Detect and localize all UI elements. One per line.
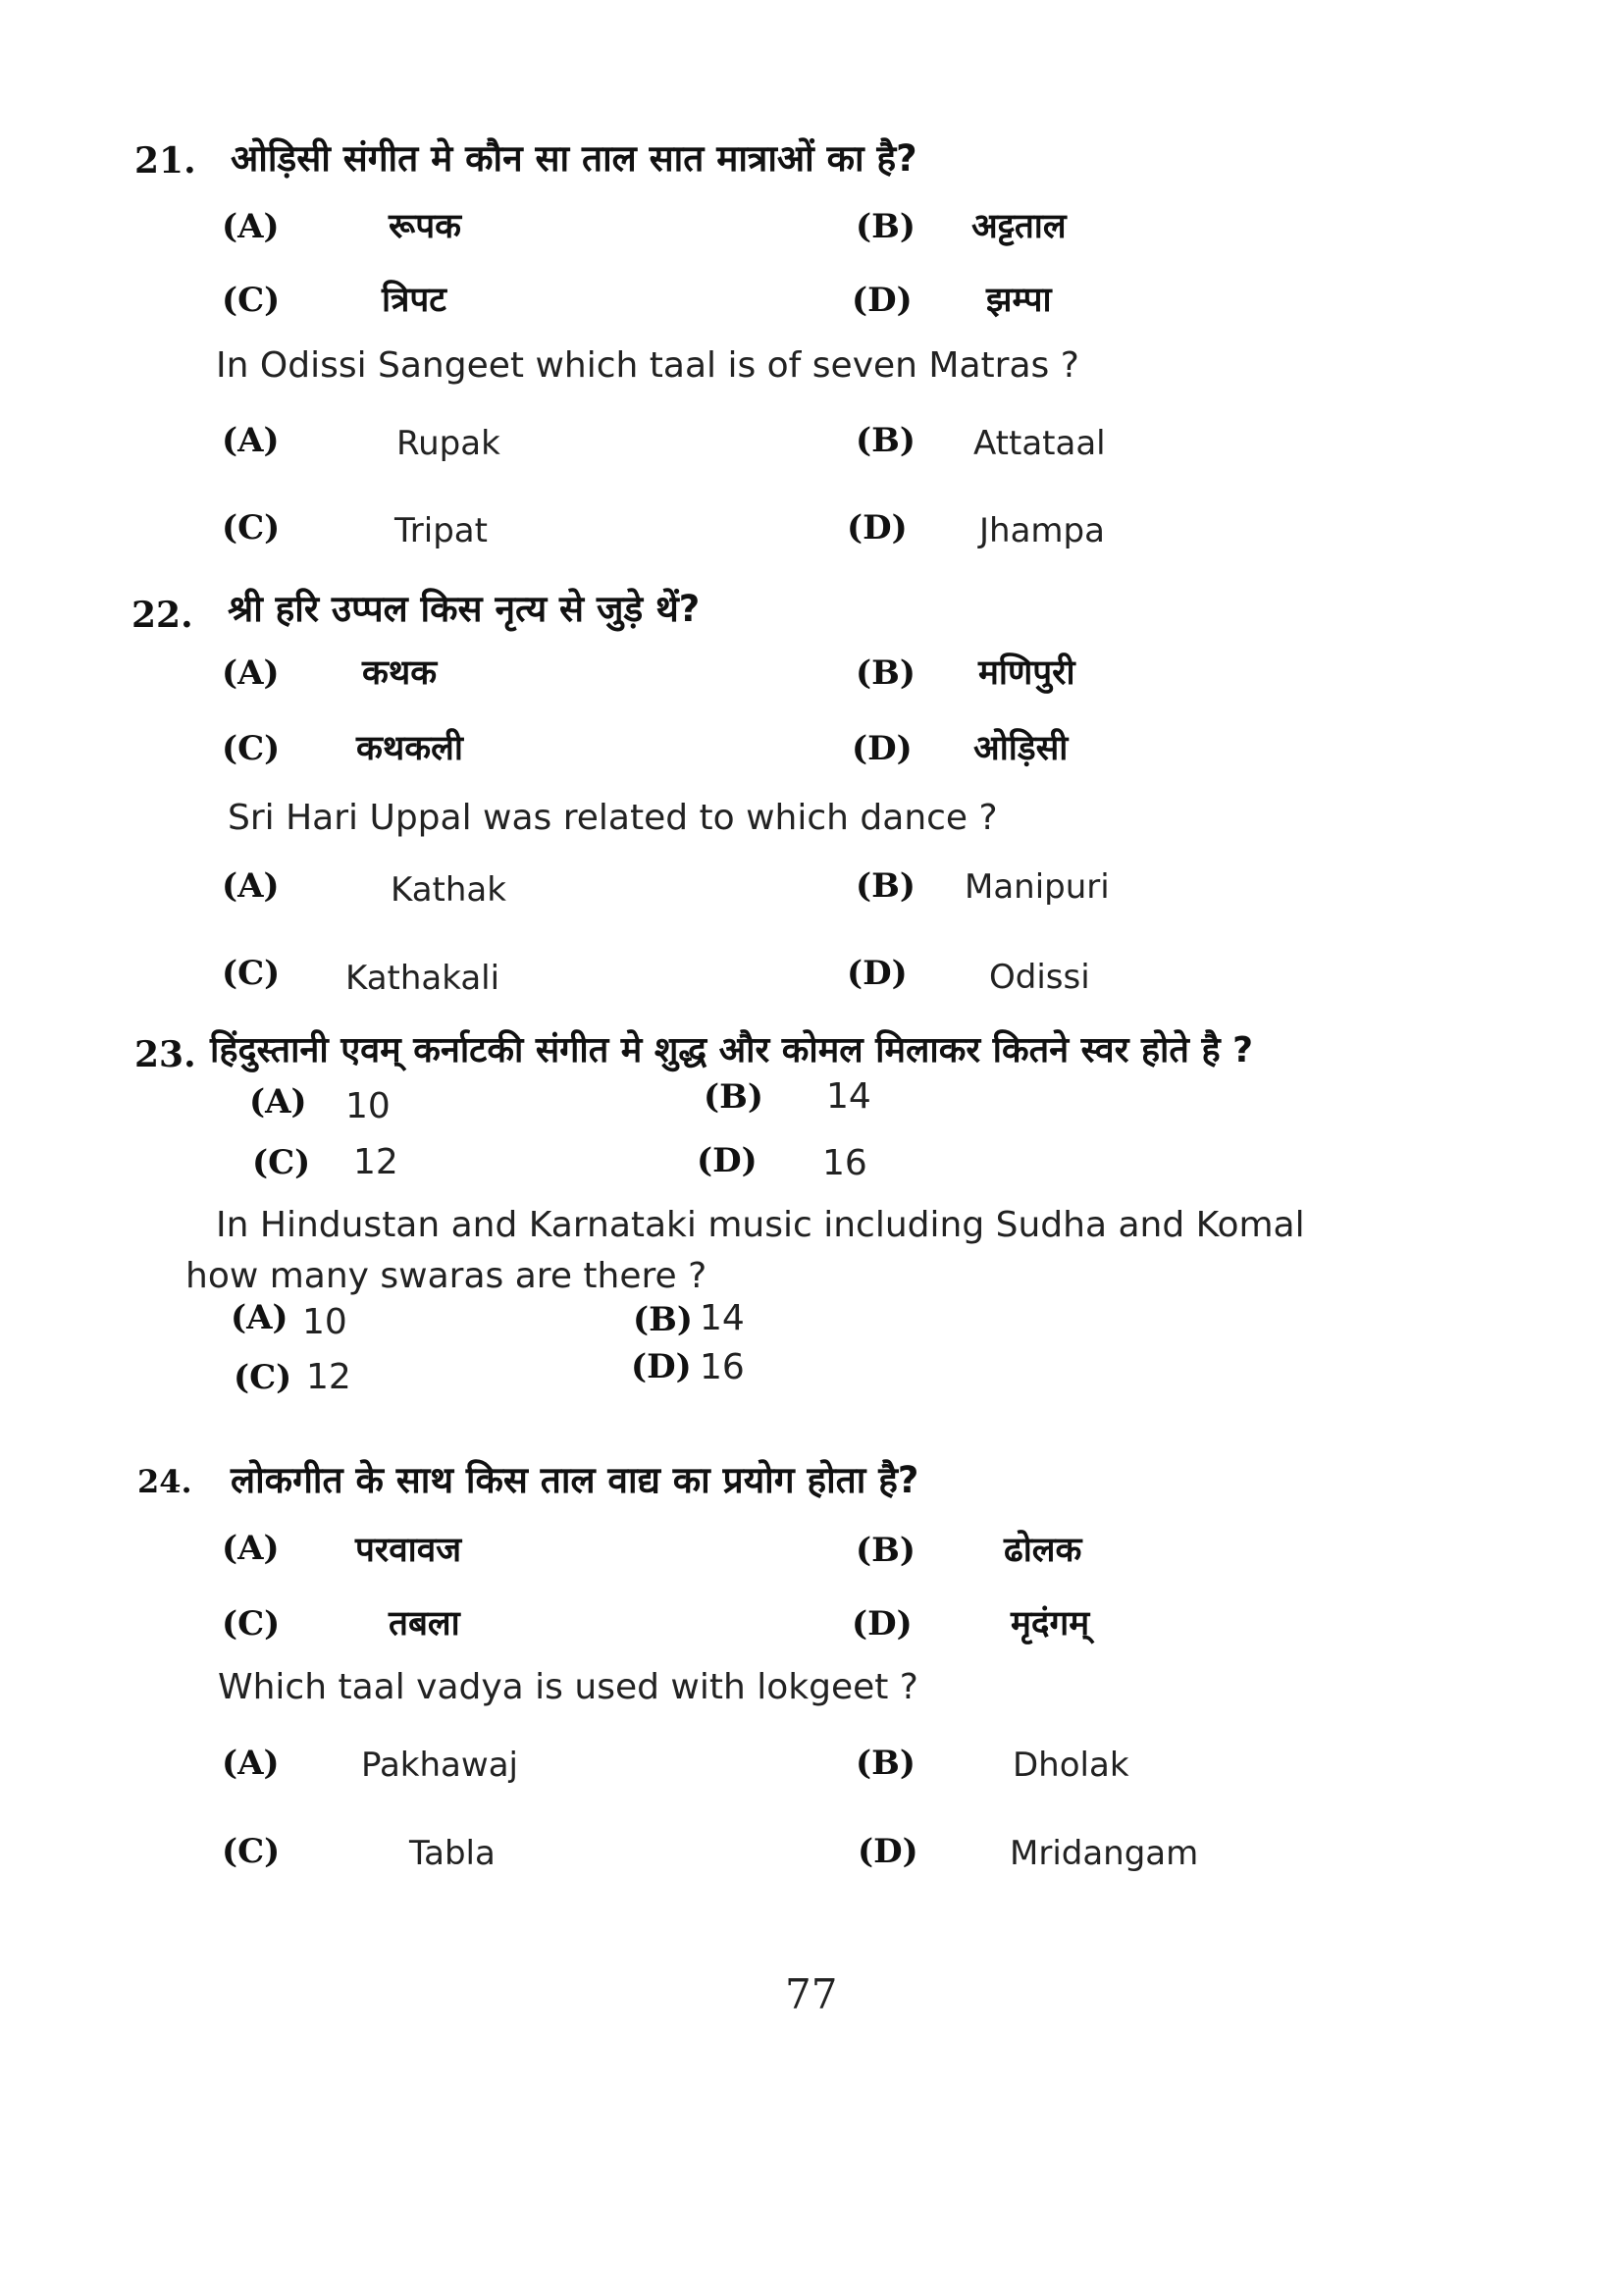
option-label: (D) bbox=[852, 1604, 913, 1644]
option-label: (C) bbox=[234, 1358, 292, 1397]
option-text-english: Manipuri bbox=[965, 867, 1110, 907]
option-label: (A) bbox=[222, 1744, 280, 1783]
option-text-english: Tripat bbox=[394, 511, 488, 550]
option-text: 16 bbox=[700, 1347, 745, 1387]
option-label: (B) bbox=[856, 1744, 916, 1783]
option-text-english: Dholak bbox=[1013, 1746, 1129, 1785]
option-label: (A) bbox=[222, 1529, 280, 1568]
option-label: (B) bbox=[633, 1300, 693, 1339]
option-text-english: Kathakali bbox=[345, 959, 500, 998]
option-label: (D) bbox=[847, 508, 908, 548]
option-label: (C) bbox=[222, 1832, 281, 1871]
option-text-english: Jhampa bbox=[979, 511, 1105, 550]
option-text-hindi: ओड़िसी bbox=[973, 729, 1069, 768]
question-number: 23. bbox=[134, 1034, 196, 1075]
option-label: (B) bbox=[856, 1531, 916, 1570]
option-text-hindi: तबला bbox=[389, 1604, 460, 1644]
option-label: (B) bbox=[856, 866, 916, 906]
option-text: 14 bbox=[826, 1076, 871, 1117]
option-text-hindi: कथकली bbox=[356, 729, 463, 768]
option-text-english: Rupak bbox=[396, 424, 500, 463]
question-text-english: In Odissi Sangeet which taal is of seven Matras ? bbox=[216, 345, 1079, 386]
option-label: (B) bbox=[856, 653, 916, 693]
question-number: 24. bbox=[137, 1463, 192, 1500]
option-label: (A) bbox=[231, 1298, 288, 1337]
question-text-english-line1: In Hindustan and Karnataki music including Sudha and Komal bbox=[216, 1205, 1305, 1245]
option-text-english: Odissi bbox=[989, 958, 1090, 997]
question-text-hindi: लोकगीत के साथ किस ताल वाद्य का प्रयोग होता है? bbox=[231, 1459, 919, 1501]
option-text: 12 bbox=[306, 1357, 351, 1397]
page-number: 77 bbox=[785, 1970, 838, 2018]
option-text-hindi: झम्पा bbox=[986, 281, 1052, 320]
option-label: (C) bbox=[252, 1143, 311, 1182]
option-label: (A) bbox=[222, 866, 280, 906]
option-label: (A) bbox=[249, 1082, 307, 1122]
option-text: 14 bbox=[700, 1298, 745, 1338]
option-text: 16 bbox=[822, 1143, 867, 1183]
option-text-english: Mridangam bbox=[1010, 1834, 1199, 1873]
option-text: 10 bbox=[302, 1302, 347, 1342]
option-label: (B) bbox=[856, 421, 916, 460]
option-label: (C) bbox=[222, 729, 281, 768]
option-label: (B) bbox=[704, 1077, 763, 1117]
question-text-hindi: हिंदुस्तानी एवम् कर्नाटकी संगीत मे शुद्ध और कोमल मिलाकर कितने स्वर होते है ? bbox=[210, 1030, 1253, 1070]
question-number: 22. bbox=[131, 595, 193, 636]
question-text-hindi: श्री हरि उप्पल किस नृत्य से जुड़े थें? bbox=[228, 588, 701, 630]
question-text-hindi: ओड़िसी संगीत मे कौन सा ताल सात मात्राओं का है? bbox=[231, 137, 917, 180]
option-label: (A) bbox=[222, 421, 280, 460]
option-label: (D) bbox=[852, 729, 913, 768]
option-text-english: Tabla bbox=[409, 1834, 496, 1873]
option-text-hindi: कथक bbox=[362, 653, 438, 693]
option-label: (D) bbox=[852, 281, 913, 320]
option-text-hindi: ढोलक bbox=[1004, 1531, 1082, 1570]
option-label: (C) bbox=[222, 508, 281, 548]
question-text-english: Which taal vadya is used with lokgeet ? bbox=[218, 1667, 918, 1707]
option-text-hindi: परवावज bbox=[355, 1531, 462, 1570]
option-label: (D) bbox=[858, 1832, 918, 1871]
option-label: (A) bbox=[222, 207, 280, 246]
option-text-english: Pakhawaj bbox=[361, 1746, 518, 1785]
option-text-english: Attataal bbox=[973, 424, 1106, 463]
option-label: (C) bbox=[222, 1604, 281, 1644]
option-text-hindi: मणिपुरी bbox=[978, 653, 1075, 693]
option-label: (B) bbox=[856, 207, 916, 246]
option-text-hindi: रूपक bbox=[389, 207, 461, 246]
option-label: (D) bbox=[697, 1141, 758, 1180]
option-label: (C) bbox=[222, 954, 281, 993]
option-text-hindi: मृदंगम् bbox=[1011, 1604, 1090, 1644]
question-text-english: Sri Hari Uppal was related to which dance ? bbox=[228, 798, 998, 838]
question-text-english-line2: how many swaras are there ? bbox=[185, 1256, 707, 1296]
option-text-english: Kathak bbox=[391, 870, 506, 910]
option-text-hindi: अट्टताल bbox=[971, 207, 1067, 246]
option-label: (A) bbox=[222, 653, 280, 693]
option-text-hindi: त्रिपट bbox=[382, 281, 446, 320]
option-label: (C) bbox=[222, 281, 281, 320]
option-text: 12 bbox=[353, 1142, 398, 1182]
option-label: (D) bbox=[631, 1347, 692, 1386]
option-text: 10 bbox=[345, 1086, 391, 1126]
question-number: 21. bbox=[134, 140, 196, 182]
option-label: (D) bbox=[847, 954, 908, 993]
